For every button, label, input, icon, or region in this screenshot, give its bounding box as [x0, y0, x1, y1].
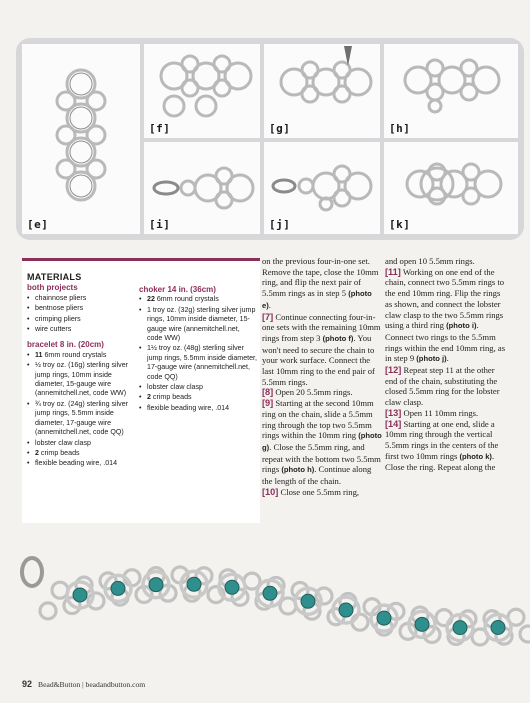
materials-column-right [139, 273, 257, 414]
step-text: Continue connecting four-in-one sets with the remaining 10mm rings from step 3 [262, 311, 381, 343]
photo-label-i: [i] [149, 218, 171, 231]
list-item: • ½ troy oz. (16g) sterling silver jump rings, 10mm inside diameter, 15-gauge wire (annemitchell.net, code WW) [27, 361, 135, 399]
photo-j [264, 142, 380, 234]
lobster-clasp [273, 180, 295, 192]
step-number: [12] [385, 365, 402, 376]
list-item: • crimping pliers [27, 315, 135, 324]
step-text: Working on one end of the chain, connect two 5.5mm rings to the end 10mm ring. Flip the rings as shown, and connect the lobster claw clasp to the two 5.5mm rings using a third ring [385, 266, 505, 331]
crystal-bead [377, 611, 391, 625]
list-item: • flexible beading wire, .014 [139, 404, 257, 413]
step-number: [7] [262, 311, 274, 322]
step-text: Open 20 5.5mm rings. [273, 387, 353, 398]
photo-g [264, 44, 380, 138]
photo-label-j: [j] [269, 218, 291, 231]
intro-text: on the previous four-in-one set. Remove the tape, close the 10mm ring, and flip the next pair of 5.5mm rings as in step 5 [262, 256, 379, 299]
photo-label-k: [k] [389, 218, 411, 231]
step-number: [8] [262, 387, 274, 398]
crystal-bead [415, 617, 429, 631]
bracelet-heading: bracelet 8 in. (20cm) [27, 340, 104, 350]
step-text: . You won't need to secure the chain to your work surface. Connect the last 10mm ring to the end pair of 5.5mm rings. [262, 332, 375, 387]
photo-ref: (photo j) [416, 354, 447, 364]
photo-label-h: [h] [389, 122, 411, 135]
finished-bracelet-photo [0, 528, 530, 678]
list-item: • ¾ troy oz. (24g) sterling silver jump rings, 5.5mm inside diameter, 17-gauge wire (annemitchell.net, code QQ) [27, 400, 135, 438]
step-text: Repeat step 11 at the other end of the chain, substituting the closed 5.5mm ring for the lobster claw clasp. [385, 365, 500, 408]
photo-ref: (photo h) [281, 465, 315, 475]
step-text: . [446, 353, 449, 364]
crystal-bead [263, 586, 277, 600]
step-text: Open 11 10mm rings. [401, 407, 479, 418]
step-number: [14] [385, 418, 402, 429]
crystal-bead [225, 580, 239, 594]
choker-heading: choker 14 in. (36cm) [139, 285, 216, 294]
crystal-bead [491, 620, 505, 634]
list-item: • bentnose pliers [27, 304, 135, 313]
step-photo-panel [16, 38, 524, 240]
crystal-bead [453, 621, 467, 635]
photo-ref: (photo g) [262, 431, 382, 452]
lobster-clasp [154, 182, 178, 194]
list-item: • 2 crimp beads [27, 449, 135, 458]
photo-h [384, 44, 518, 138]
photo-f [144, 44, 260, 138]
crystal-bead [187, 577, 201, 591]
list-item: • lobster claw clasp [27, 439, 135, 448]
crystal-bead [111, 581, 125, 595]
crystal-bead [73, 588, 87, 602]
photo-label-f: [f] [149, 122, 171, 135]
instructions-column-2 [385, 256, 509, 473]
choker-list [139, 295, 257, 413]
step-number: [9] [262, 398, 274, 409]
materials-column-left [27, 273, 135, 470]
list-item: • 1 troy oz. (32g) sterling silver jump rings, 10mm inside diameter, 15-gauge wire (annemitchell.net, code WW) [139, 306, 257, 344]
footer-text: Bead&Button | beadandbutton.com [38, 680, 146, 689]
photo-i [144, 142, 260, 234]
list-item: • lobster claw clasp [139, 383, 257, 392]
photo-ref: (photo e) [262, 289, 372, 310]
list-item: • 11 6mm round crystals [27, 351, 135, 360]
photo-label-g: [g] [269, 122, 291, 135]
bracelet-ring [520, 626, 530, 642]
step-text: . Close the ring. Repeat along the [385, 450, 496, 473]
photo-k [384, 142, 518, 234]
photo-ref: (photo f) [322, 333, 354, 343]
bracelet-list [27, 351, 135, 469]
list-item: • wire cutters [27, 325, 135, 334]
chain-rings-illustration [22, 44, 140, 234]
crystal-bead [339, 603, 353, 617]
list-item: • 2 crimp beads [139, 393, 257, 402]
list-item: • flexible beading wire, .014 [27, 459, 135, 468]
materials-title: MATERIALS [27, 272, 82, 282]
list-item: • 22 6mm round crystals [139, 295, 257, 304]
step-text: Starting at the second 10mm ring on the chain, slide a 5.5mm ring through the top two 5.5mm rings within the 10mm ring [262, 398, 374, 441]
step-number: [11] [385, 266, 401, 277]
step-number: [13] [385, 407, 402, 418]
both-projects-heading: both projects [27, 283, 78, 293]
lobster-clasp [22, 558, 42, 586]
materials-box [22, 258, 260, 523]
both-projects-list [27, 294, 135, 335]
step-text: Close one 5.5mm ring, [278, 486, 360, 497]
step-text: Starting at one end, slide a 10mm ring through the vertical 5.5mm rings in the centers of the first two 10mm rings [385, 418, 499, 461]
step-text: . Continue along the length of the chain. [262, 464, 372, 487]
photo-ref: (photo i) [446, 321, 477, 331]
crystal-bead [149, 578, 163, 592]
page-number: 92 [22, 679, 33, 689]
intro-text: and open 10 5.5mm rings. [385, 256, 475, 266]
bracelet-ring [352, 614, 368, 630]
photo-label-e: [e] [27, 218, 49, 231]
photo-e [22, 44, 140, 234]
step-number: [10] [262, 486, 279, 497]
step-text: . Connect two rings to the 5.5mm rings within the end 10mm ring, as in step 9 [385, 320, 506, 364]
bracelet-ring [40, 603, 56, 619]
page-footer [22, 679, 145, 689]
crystal-bead [301, 594, 315, 608]
instructions-column-1: on the previous four-in-one set. Remove the tape, close the 10mm ring, and flip the next pair of 5.5mm rings as in step 5 (photo e). [7] Continue connecting four-in-one sets with the remaining 10mm rings from step 3 (photo f). You won't need to secure the chain to your work surface. Connect the last 10mm ring to the end pair of 5.5mm rings. [8] Open 20 5.5mm rings. [9] Starting at the second 10mm ring on the chain, slide a 5.5mm ring through the top two 5.5mm rings within the 10mm ring (photo g). Close the 5.5mm ring, and repeat with the bottom two 5.5mm rings (photo h). Continue along the length of the chain. [10] Close one 5.5mm ring, [262, 256, 382, 497]
photo-ref: (photo k) [459, 451, 492, 461]
list-item: • 1½ troy oz. (48g) sterling silver jump rings, 5.5mm inside diameter, 17-gauge wire (annemitchell.net, code QQ) [139, 344, 257, 382]
step-text: . Close the 5.5mm ring, and repeat with the bottom two 5.5mm rings [262, 441, 381, 475]
list-item: • chainnose pliers [27, 294, 135, 303]
